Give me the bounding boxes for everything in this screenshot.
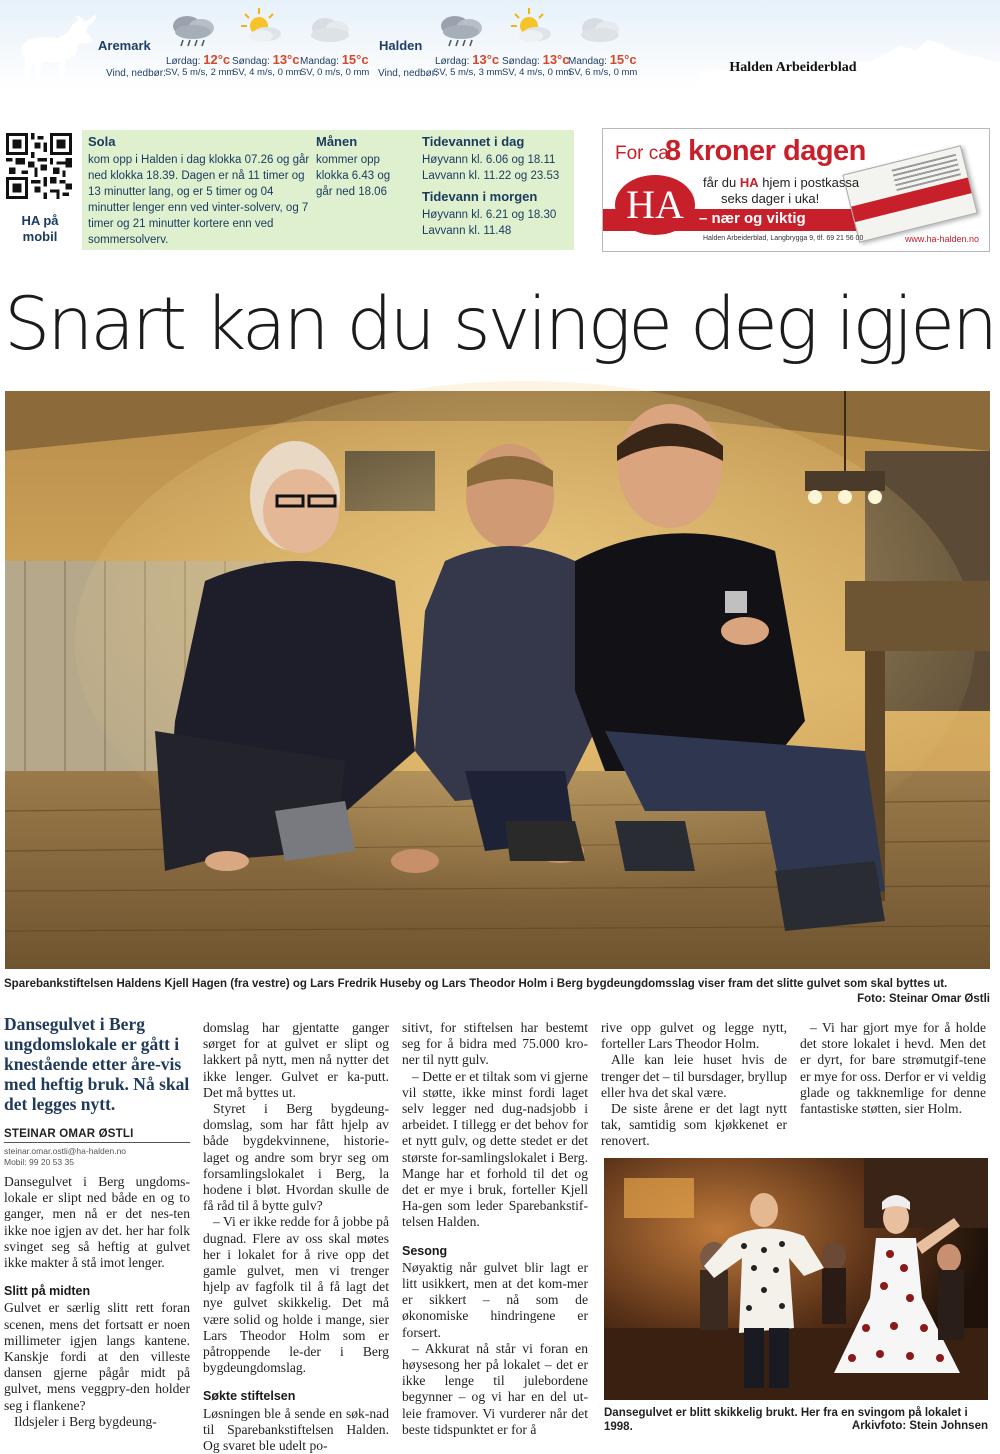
weather-day-temp-line: Mandag: 15°c <box>568 52 637 67</box>
weather-day-wind: SV, 0 m/s, 0 mm <box>300 67 370 78</box>
paragraph: Styret i Berg bygdeung-domslag, som har fått hjelp av både bygdekvinnene, historie-laget og andre som bryr seg om forsamlingslokalet i Berg, la hodene i bløt. Hvordan skulle de få råd til å bytte gulv? <box>203 1101 389 1214</box>
paragraph: Ildsjeler i Berg bygdeung- <box>14 1413 157 1429</box>
tide-today-high: Høyvann kl. 6.06 og 18.11 <box>422 154 556 166</box>
ad-line1: får du HA hjem i postkassa <box>703 175 860 190</box>
cloud-icon <box>301 10 357 50</box>
paragraph: Dansegulvet i Berg ungdoms-lokale er slipt ned både en og to ganger, men nå er det nes-ten ikke noe igjen av det. her har folk svinget seg så heftig at gulvet ikke makter å stå imot lenger. <box>4 1174 190 1271</box>
archive-photo <box>604 1158 988 1400</box>
main-photo <box>5 391 990 969</box>
tide-tomorrow-title: Tidevann i morgen <box>422 189 538 204</box>
moon-text: kommer opp klokka 6.43 og går ned 18.06 <box>316 154 391 198</box>
weather-location-note: Vind, nedbør: <box>106 68 166 79</box>
weather-day <box>228 6 294 46</box>
weather-day-wind: SV, 4 m/s, 0 mm <box>232 67 302 78</box>
article-column-5 <box>800 1020 986 1117</box>
ad-url-link[interactable]: www.ha-halden.no <box>904 234 979 244</box>
tide-tomorrow-high: Høyvann kl. 6.21 og 18.30 <box>422 209 557 221</box>
weather-day <box>160 10 226 50</box>
weather-day <box>566 10 632 50</box>
headline: Snart kan du svinge deg igjen <box>4 282 995 367</box>
paragraph: Løsningen ble å sende en søk-nad til Sparebankstiftelsen Halden. Og svaret ble udelt po- <box>203 1405 389 1454</box>
article-ingress: Dansegulvet i Berg ungdomslokale er gått i knestående etter åre-vis med heftig bruk. Nå skal det legges nytt. <box>4 1014 190 1114</box>
article-column-1 <box>4 1174 190 1430</box>
article-column-2 <box>203 1020 389 1454</box>
author-phone: Mobil: 99 20 53 35 <box>4 1157 74 1167</box>
tide-today-low: Lavvann kl. 11.22 og 23.53 <box>422 170 560 182</box>
paragraph: rive opp gulvet og legge nytt, forteller Lars Theodor Holm. <box>601 1020 787 1052</box>
moose-icon <box>6 10 102 86</box>
sun-cloud-icon <box>233 6 289 46</box>
paragraph: – Akkurat nå står vi foran en høysesong her på lokalet – det er ikke lenge til julebordene begynner – og vi har en del ut-leie framover. Vi vurderer når det beste tidspunktet er for å <box>402 1340 588 1437</box>
weather-day <box>428 10 494 50</box>
sun-info <box>88 134 312 248</box>
sun-text: kom opp i Halden i dag klokka 07.26 og går ned klokka 18.39. Dagen er nå 11 timer og 13 minutter lang, og er 5 timer og 04 minutter lenger enn ved vinter-solverv, og 7 timer og 21 minutter kortere enn ved sommersolverv. <box>88 154 310 246</box>
ad-address: Halden Arbeiderblad, Langbrygga 9, tlf. 69 21 56 00 <box>703 235 864 242</box>
weather-location-name: Aremark <box>98 38 151 53</box>
weather-day-wind: SV, 4 m/s, 0 mm <box>502 67 572 78</box>
moon-title: Månen <box>316 134 358 149</box>
qr-label: HA på mobil <box>21 213 59 244</box>
ad-line2: seks dager i uka! <box>721 191 820 206</box>
moon-info <box>316 134 408 200</box>
tide-today-title: Tidevannet i dag <box>422 134 525 149</box>
paragraph: – Vi er ikke redde for å jobbe på dugnad. Flere av oss skal møtes her i lokalet for å rive opp det gamle gulvet, men vi trenger hjelp av fagfolk til å få lagt det nye gulvet skikkelig. Det må være solid og holde i mange, sier Lars Theodor Holm som er påtroppende le-der i Berg bygdeungdomslag. <box>203 1214 389 1376</box>
weather-day-wind: SV, 6 m/s, 0 mm <box>568 67 638 78</box>
paragraph: Nøyaktig når gulvet blir lagt er litt usikkert, men at det kom-mer er sikkert – nå som de økonomiske hindringene er forsert. <box>402 1259 588 1340</box>
cloud-icon <box>571 10 627 50</box>
weather-day-temp-line: Lørdag: 12°c <box>166 52 231 67</box>
ad-price: 8 kroner dagen <box>665 135 866 167</box>
weather-day-temp-line: Søndag: 13°c <box>502 52 570 67</box>
newspaper-name: Halden Arbeiderblad <box>729 60 857 75</box>
sun-cloud-icon <box>503 6 559 46</box>
paragraph: sitivt, for stiftelsen har bestemt seg for å bidra med 75.000 kro-ner til nytt gulv. <box>402 1020 588 1068</box>
weather-location-note: Vind, nedbør: <box>378 68 438 79</box>
subscription-ad[interactable] <box>602 128 990 252</box>
archive-photo-caption: Dansegulvet er blitt skikkelig brukt. Her fra en svingom på lokalet i 1998. <box>604 1407 968 1433</box>
subheading: Sesong <box>402 1243 448 1258</box>
weather-day-wind: SV, 5 m/s, 2 mm <box>165 67 235 78</box>
weather-day-temp-line: Lørdag: 13°c <box>435 52 500 67</box>
paragraph: domslag har gjentatte ganger sørget for at gulvet er slipt og lakkert på nytt, men nå nytter det ikke lenger. Gulvet er ka-putt. Det må byttes ut. <box>203 1020 389 1100</box>
author-contact <box>4 1146 190 1168</box>
tide-info <box>422 134 572 239</box>
rain-cloud-icon <box>433 10 489 50</box>
weather-day <box>296 10 362 50</box>
paragraph: – Vi har gjort mye for å holde det store lokalet i hevd. Men det er dyrt, for bare strømutgif-tene er mye for oss. Derfor er vi veldig glade og takknemlige for denne fantastiske støtten, sier Holm. <box>800 1020 986 1117</box>
weather-day-wind: SV, 5 m/s, 3 mm <box>433 67 503 78</box>
qr-code-icon[interactable] <box>6 133 72 199</box>
main-photo-credit: Foto: Steinar Omar Østli <box>857 993 990 1005</box>
weather-day <box>498 6 564 46</box>
article-column-3 <box>402 1020 588 1438</box>
weather-location-name: Halden <box>379 38 423 53</box>
mountain-silhouette-icon <box>700 28 1000 88</box>
main-photo-caption: Sparebankstiftelsen Haldens Kjell Hagen (fra vestre) og Lars Fredrik Huseby og Lars Theodor Holm i Berg bygdeungdomsslag viser fram det slitte gulvet som skal byttes ut. <box>4 978 948 990</box>
article-column-4 <box>601 1020 787 1150</box>
archive-photo-credit: Arkivfoto: Stein Johnsen <box>851 1420 988 1432</box>
tide-tomorrow-low: Lavvann kl. 11.48 <box>422 225 512 237</box>
weather-day-temp-line: Mandag: 15°c <box>300 52 369 67</box>
subheading: Slitt på midten <box>4 1284 91 1299</box>
paragraph: De siste årene er det lagt nytt tak, samtidig som kjøkkenet er renovert. <box>601 1101 787 1149</box>
paragraph: Alle kan leie huset hvis de trenger det – til bursdager, bryllup eller hva det skal være. <box>601 1052 787 1100</box>
paragraph: Gulvet er særlig slitt rett foran scenen, mens det fortsatt er noen millimeter igjen langs kantene. Kanskje fordi at den villeste dansen gjerne pågår midt på gulvet, mens veggpry-den holder seg i flankene? <box>4 1300 190 1413</box>
author-email[interactable]: steinar.omar.ostli@ha-halden.no <box>4 1146 127 1156</box>
subheading: Søkte stiftelsen <box>203 1389 296 1404</box>
rain-cloud-icon <box>165 10 221 50</box>
article-byline: STEINAR OMAR ØSTLI <box>4 1128 190 1143</box>
paragraph: – Dette er et tiltak som vi gjerne vil støtte, ikke minst fordi laget selv legger ned dug-nadsjobb i arbeidet. I tillegg er det behov for et nytt gulv, og dette stedet er det største for-samlingslokalet i Berg. Mange har et forhold til det og det er mye i bruk, forteller Kjell Ha-gen som leder Sparebankstif-telsen Halden. <box>402 1068 588 1230</box>
ad-slogan: – nær og viktig <box>699 210 806 227</box>
ha-logo: HA <box>615 175 695 235</box>
sun-title: Sola <box>88 134 116 149</box>
weather-banner <box>0 0 1000 88</box>
weather-day-temp-line: Søndag: 13°c <box>232 52 300 67</box>
ad-for-text: For ca. <box>615 143 675 164</box>
info-box <box>82 130 574 250</box>
